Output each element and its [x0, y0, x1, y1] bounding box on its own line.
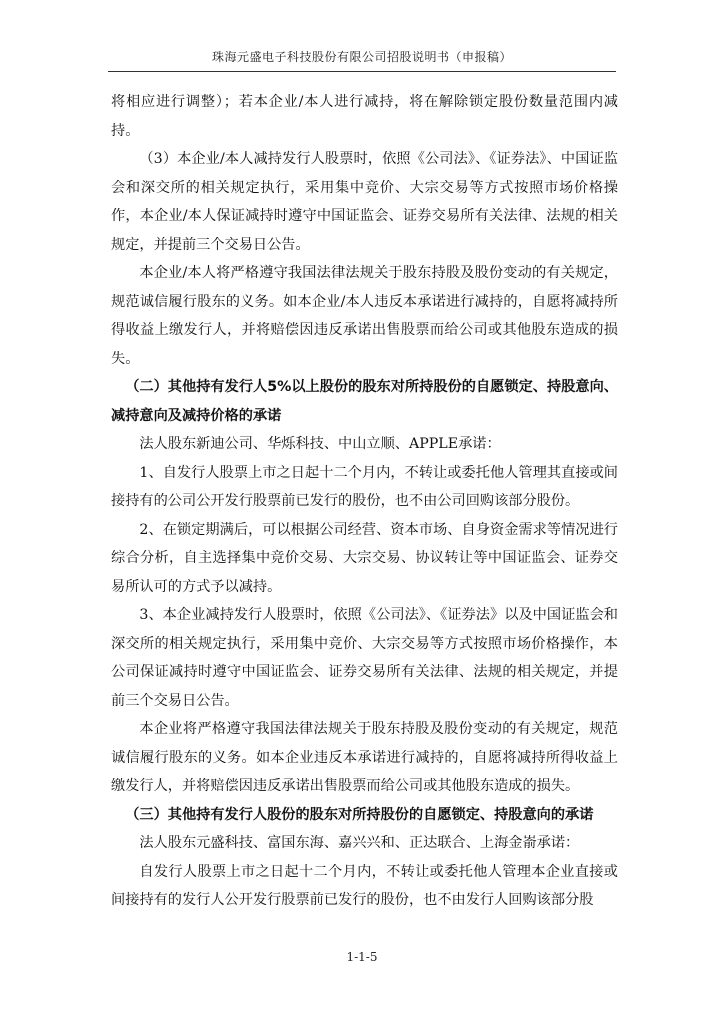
page-header: 珠海元盛电子科技股份有限公司招股说明书（申报稿） — [108, 48, 616, 72]
paragraph-lockup: 自发行人股票上市之日起十二个月内，不转让或委托他人管理本企业直接或间接持有的发行人公开发行股票前已发行的股份，也不由发行人回购该部分股 — [111, 863, 618, 908]
page-number: 1-1-5 — [346, 950, 378, 964]
paragraph-compliance: 本企业/本人将严格遵守我国法律法规关于股东持股及股份变动的有关规定，规范诚信履行股东的义务。如本企业/本人违反本承诺进行减持的，自愿将减持所得收益上缴发行人，并将赔偿因违反承诺出售股票而给公司或其他股东造成的损失。 — [111, 265, 618, 367]
paragraph-item-3: 3、本企业减持发行人股票时，依照《公司法》、《证券法》以及中国证监会和深交所的相关规定执行，采用集中竞价、大宗交易等方式按照市场价格操作，本公司保证减持时遵守中国证监会、证券交易所有关法律、法规的相关规定，并提前三个交易日公告。 — [111, 607, 618, 709]
paragraph-item-2: 2、在锁定期满后，可以根据公司经营、资本市场、自身资金需求等情况进行综合分析，自主选择集中竞价交易、大宗交易、协议转让等中国证监会、证券交易所认可的方式予以减持。 — [111, 521, 618, 595]
paragraph-continuation: 将相应进行调整）；若本企业/本人进行减持，将在解除锁定股份数量范围内减持。 — [111, 94, 618, 139]
paragraph-shareholders-intro: 法人股东新迪公司、华烁科技、中山立顺、APPLE承诺： — [139, 436, 501, 452]
paragraph-shareholders-intro-2: 法人股东元盛科技、富国东海、嘉兴兴和、正达联合、上海金嵛承诺： — [139, 835, 580, 851]
paragraph-item-1: 1、自发行人股票上市之日起十二个月内，不转让或委托他人管理其直接或间接持有的公司公开发行股票前已发行的股份，也不由公司回购该部分股份。 — [111, 464, 618, 509]
document-body — [111, 88, 618, 915]
paragraph-clause-3: （3）本企业/本人减持发行人股票时，依照《公司法》、《证券法》、中国证监会和深交所的相关规定执行，采用集中竞价、大宗交易等方式按照市场价格操作，本企业/本人保证减持时遵守中国证监会、证券交易所有关法律、法规的相关规定，并提前三个交易日公告。 — [111, 151, 618, 253]
paragraph-compliance-2: 本企业将严格遵守我国法律法规关于股东持股及股份变动的有关规定，规范诚信履行股东的义务。如本企业违反本承诺进行减持的，自愿将减持所得收益上缴发行人，并将赔偿因违反承诺出售股票而给公司或其他股东造成的损失。 — [111, 721, 618, 794]
section-heading-3: （三）其他持有发行人股份的股东对所持股份的自愿锁定、持股意向的承诺 — [125, 806, 594, 823]
section-heading-2: （二）其他持有发行人5%以上股份的股东对所持股份的自愿锁定、持股意向、减持意向及减持价格的承诺 — [111, 379, 618, 424]
